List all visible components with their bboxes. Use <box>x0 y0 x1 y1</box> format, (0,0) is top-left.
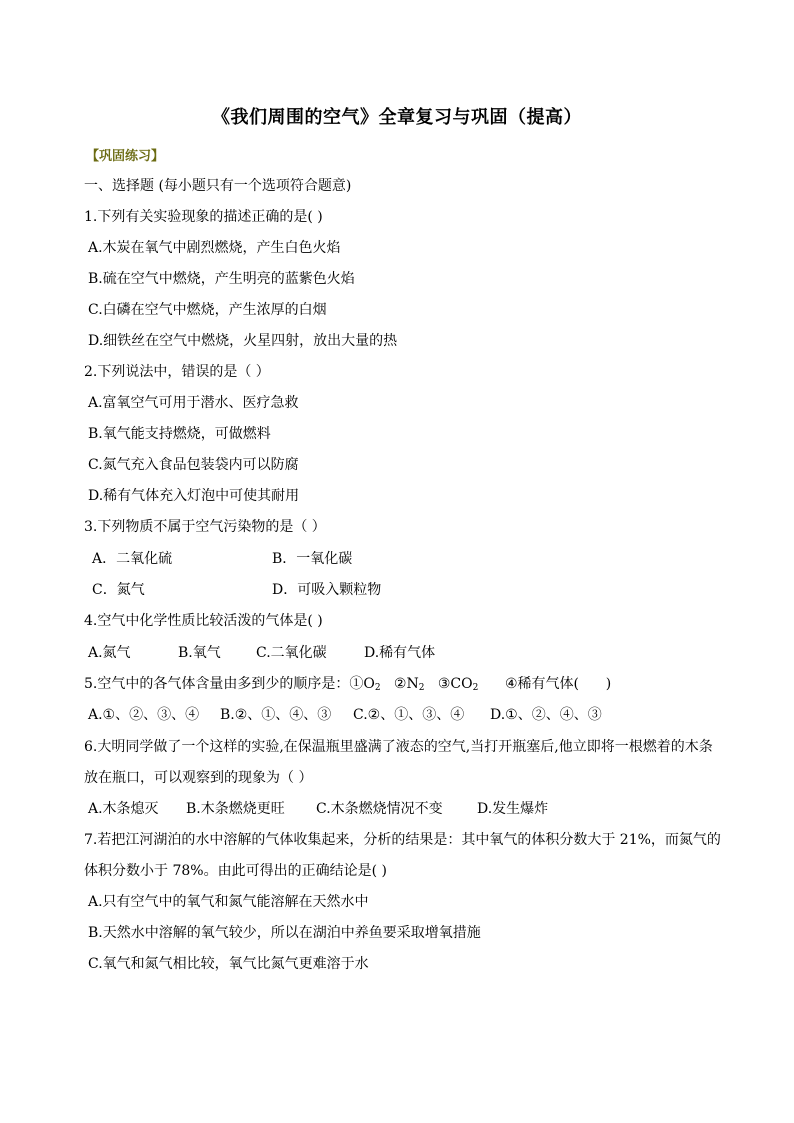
question-4-option-c: C.二氧化碳 <box>256 645 327 661</box>
question-2-option-c: C.氮气充入食品包装袋内可以防腐 <box>88 457 299 473</box>
question-1-option-b: B.硫在空气中燃烧，产生明亮的蓝紫色火焰 <box>88 271 355 287</box>
question-6-option-d: D.发生爆炸 <box>477 801 549 817</box>
question-2-option-a: A.富氧空气可用于潜水、医疗急救 <box>88 395 299 411</box>
question-7-option-a: A.只有空气中的氧气和氮气能溶解在天然水中 <box>88 894 369 910</box>
question-3-option-d: D．可吸入颗粒物 <box>272 582 382 598</box>
question-4-option-a: A.氮气 <box>88 645 131 661</box>
question-6-stem-line-1: 6.大明同学做了一个这样的实验,在保温瓶里盛满了液态的空气,当打开瓶塞后,他立即将一根燃着的木条 <box>84 739 713 755</box>
part-heading: 一、选择题 (每小题只有一个选项符合题意) <box>84 178 352 194</box>
question-2-option-b: B.氧气能支持燃烧，可做燃料 <box>88 426 271 442</box>
subscript: 2 <box>374 683 381 693</box>
question-5-stem-prefix: 5.空气中的各气体含量由多到少的顺序是：①O <box>84 676 375 692</box>
question-5-stem-mid2: ③CO <box>424 676 473 692</box>
question-3-option-c: C．氮气 <box>92 582 145 598</box>
question-6-option-b: B.木条燃烧更旺 <box>186 801 285 817</box>
question-4-option-d: D.稀有气体 <box>364 645 436 661</box>
question-2-stem: 2.下列说法中，错误的是（ ） <box>84 364 270 380</box>
question-5-option-c: C.②、①、③、④ <box>353 707 465 723</box>
question-6-option-c: C.木条燃烧情况不变 <box>316 801 443 817</box>
question-5-option-d: D.①、②、④、③ <box>490 707 602 723</box>
question-7-option-c: C.氧气和氮气相比较，氧气比氮气更难溶于水 <box>88 956 369 972</box>
question-3-option-a: A．二氧化硫 <box>92 551 173 567</box>
question-6-option-a: A.木条熄灭 <box>88 801 159 817</box>
subscript: 2 <box>472 683 479 693</box>
question-4-stem: 4.空气中化学性质比较活泼的气体是( ) <box>84 613 323 629</box>
question-7-stem-line-1: 7.若把江河湖泊的水中溶解的气体收集起来，分析的结果是：其中氧气的体积分数大于 21%，而氮气的 <box>84 832 721 848</box>
question-7-option-b: B.天然水中溶解的氧气较少，所以在湖泊中养鱼要采取增氧措施 <box>88 925 481 941</box>
section-label: 【巩固练习】 <box>86 149 165 164</box>
question-5-stem-suffix: ④稀有气体( ) <box>478 676 612 692</box>
question-5-option-a: A.①、②、③、④ <box>88 707 200 723</box>
question-3-option-b: B．一氧化碳 <box>272 551 353 567</box>
question-1-option-c: C.白磷在空气中燃烧，产生浓厚的白烟 <box>88 302 327 318</box>
question-5-stem-mid1: ②N <box>380 676 419 692</box>
question-6-stem-line-2: 放在瓶口，可以观察到的现象为（ ） <box>84 770 313 786</box>
page-title: 《我们周围的空气》全章复习与巩固（提高） <box>212 107 582 128</box>
question-4-option-b: B.氧气 <box>178 645 221 661</box>
question-1-option-a: A.木炭在氧气中剧烈燃烧，产生白色火焰 <box>88 240 341 256</box>
question-7-stem-line-2: 体积分数小于 78%。由此可得出的正确结论是( ) <box>84 863 387 879</box>
question-1-stem: 1.下列有关实验现象的描述正确的是( ) <box>84 209 323 225</box>
subscript: 2 <box>418 683 425 693</box>
question-5-stem <box>84 675 611 697</box>
question-2-option-d: D.稀有气体充入灯泡中可使其耐用 <box>88 488 300 504</box>
question-1-option-d: D.细铁丝在空气中燃烧，火星四射，放出大量的热 <box>88 333 398 349</box>
question-3-stem: 3.下列物质不属于空气污染物的是（ ） <box>84 519 326 535</box>
question-5-option-b: B.②、①、④、③ <box>220 707 332 723</box>
